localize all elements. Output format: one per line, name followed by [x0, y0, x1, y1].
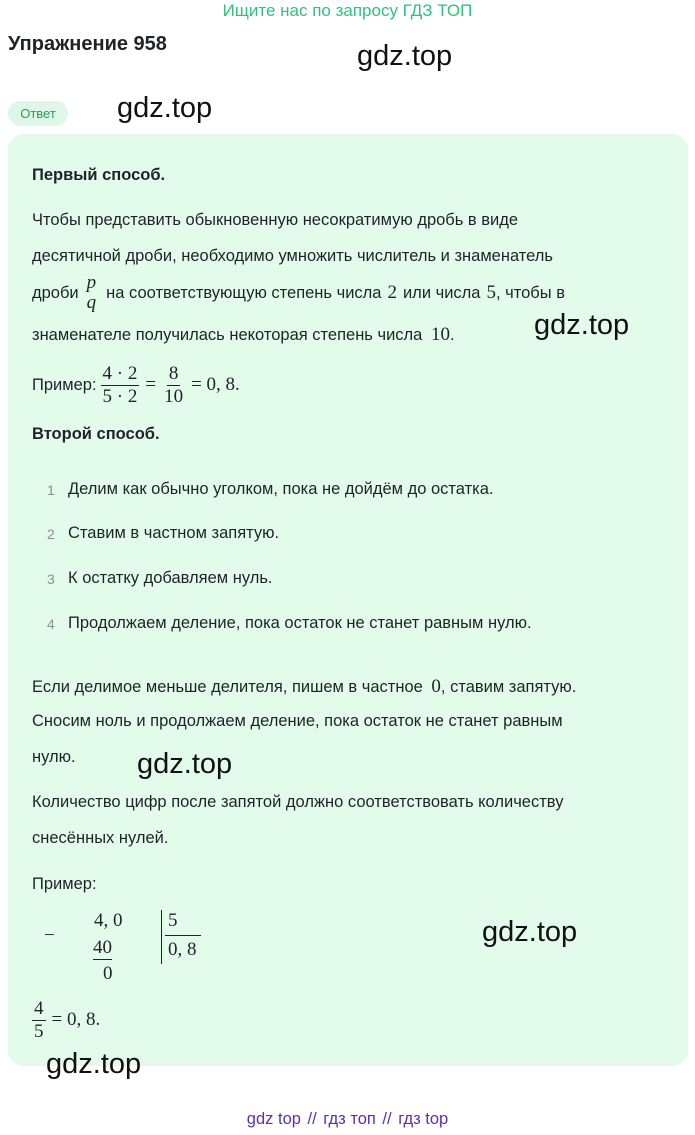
method1-heading: Первый способ. [32, 166, 166, 184]
method2-result [32, 994, 100, 1046]
footer-link-1[interactable]: gdz top [246, 1110, 301, 1128]
step-text: Делим как обычно уголком, пока не дойдём до остатка. [68, 480, 494, 498]
para1-a: Если делимое меньше делителя, пишем в частное [32, 678, 423, 696]
step-text: К остатку добавляем нуль. [68, 569, 273, 587]
method1-line3-d: , чтобы в [495, 283, 565, 302]
math-number: 0 [431, 676, 441, 697]
division-dividend: 4, 0 [94, 910, 123, 931]
result-fraction [32, 998, 46, 1043]
method1-line1: Чтобы представить обыкновенную несократимую дробь в виде [32, 211, 519, 229]
frac-denominator: 10 [164, 385, 184, 407]
frac-numerator: 4 · 2 [102, 362, 138, 384]
method2-para2: Сносим ноль и продолжаем деление, пока остаток не станет равным [32, 712, 563, 730]
watermark: gdz.top [46, 1048, 142, 1080]
example-fraction-2 [162, 363, 185, 408]
method1-line3-a: дроби [32, 283, 79, 302]
method2-para3: нулю. [32, 748, 76, 766]
step-number: 3 [47, 571, 55, 587]
division-remainder: 0 [103, 963, 113, 984]
example-fraction-1 [101, 363, 140, 408]
math-number: 10 [430, 324, 450, 345]
step-number: 2 [47, 526, 55, 542]
method1-line2: десятичной дроби, необходимо умножить числитель и знаменатель [32, 247, 554, 265]
watermark: gdz.top [357, 40, 453, 72]
watermark: gdz.top [482, 916, 578, 948]
search-hint-banner: Ищите нас по запросу ГДЗ ТОП [222, 1, 473, 20]
method2-para4: Количество цифр после запятой должно соответствовать количеству [32, 793, 564, 811]
frac-numerator: 4 [34, 997, 44, 1019]
footer-links [0, 1110, 695, 1129]
watermark: gdz.top [534, 309, 630, 341]
watermark: gdz.top [117, 92, 213, 124]
division-horizontal-line [165, 935, 201, 936]
step-text: Ставим в частном запятую. [68, 524, 280, 542]
footer-separator: // [307, 1110, 317, 1128]
math-number: 5 [486, 282, 496, 303]
example-label: Пример: [32, 375, 97, 394]
division-subtrahend: 40 [93, 937, 112, 958]
answer-badge[interactable]: Ответ [8, 101, 68, 126]
example-result: = 0, 8. [191, 374, 240, 395]
division-quotient: 0, 8 [168, 939, 197, 960]
step-number: 1 [47, 482, 55, 498]
method1-line4 [32, 324, 455, 346]
method1-line4-text: знаменателе получилась некоторая степень числа [32, 326, 423, 344]
footer-link-3[interactable]: гдз top [398, 1110, 449, 1128]
page-title: Упражнение 958 [8, 33, 167, 55]
period: . [449, 326, 455, 344]
para1-b: , ставим запятую. [440, 678, 577, 696]
division-divisor: 5 [168, 910, 178, 931]
method1-line3-b: на соответствующую степень числа [106, 283, 382, 302]
frac-denominator: q [86, 292, 97, 313]
method1-line3-c: или числа [402, 283, 481, 302]
footer-link-2[interactable]: гдз топ [323, 1110, 376, 1128]
step-number: 4 [47, 616, 55, 632]
method2-example-label: Пример: [32, 875, 97, 893]
method2-heading: Второй способ. [32, 425, 160, 443]
fraction-p-q [85, 273, 99, 313]
result-value: = 0, 8. [51, 1009, 101, 1030]
division-vertical-line [161, 910, 162, 964]
math-number: 2 [387, 282, 397, 303]
step-text: Продолжаем деление, пока остаток не станет равным нулю. [68, 614, 532, 632]
frac-numerator: p [86, 272, 97, 293]
division-minus: − [44, 925, 55, 946]
frac-denominator: 5 · 2 [102, 385, 138, 407]
watermark: gdz.top [137, 748, 233, 780]
method1-example [32, 358, 240, 412]
method1-line3 [32, 270, 565, 316]
frac-numerator: 8 [168, 362, 179, 384]
method2-para1 [32, 676, 576, 698]
frac-denominator: 5 [34, 1020, 44, 1042]
equals-sign: = [145, 374, 157, 395]
footer-separator: // [382, 1110, 392, 1128]
method2-para5: снесённых нулей. [32, 829, 169, 847]
